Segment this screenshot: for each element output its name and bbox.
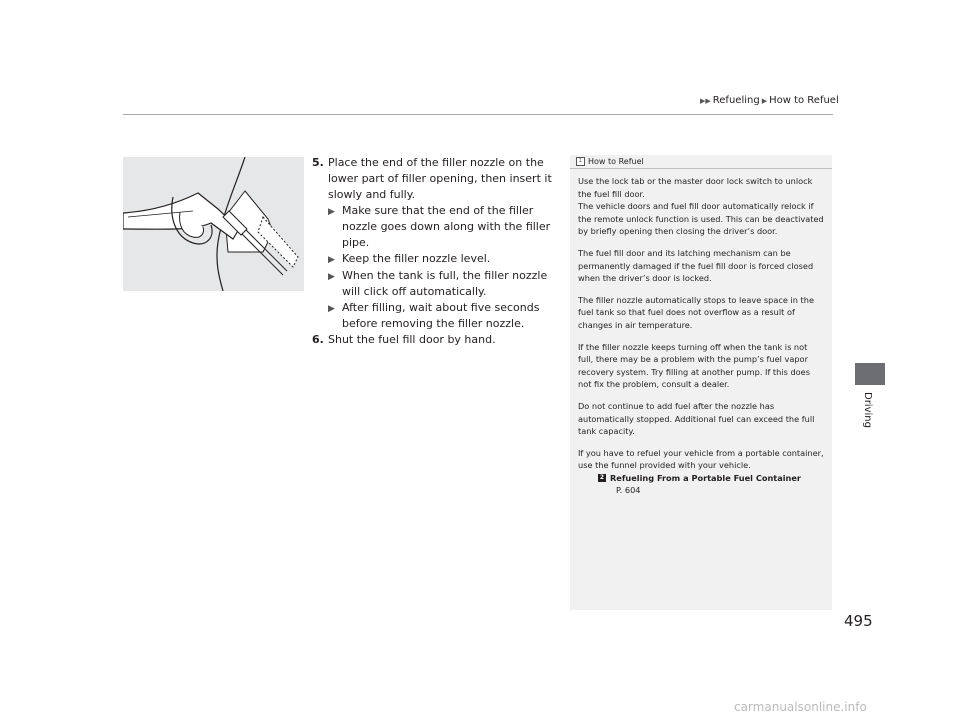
- substep-text: Make sure that the end of the filler nozzle goes down along with the filler pipe.: [342, 204, 551, 249]
- substep: [328, 251, 560, 268]
- page-number: 495: [844, 612, 873, 630]
- substep: [328, 300, 560, 332]
- arrow-icon: ▶: [328, 304, 335, 314]
- fuel-nozzle-drawing: [123, 157, 304, 291]
- sidebar-paragraph: If you have to refuel your vehicle from a portable container, use the funnel provided with your vehicle.: [578, 447, 824, 471]
- arrow-icon: ▶: [328, 272, 335, 282]
- arrow-icon: ▶: [761, 96, 768, 105]
- breadcrumb-item[interactable]: How to Refuel: [769, 95, 839, 106]
- step-6: [312, 332, 560, 348]
- sidebar-paragraph: The filler nozzle automatically stops to leave space in the fuel tank so that fuel does not overflow as a result of changes in air temperature.: [578, 294, 814, 330]
- step-5: [312, 155, 560, 203]
- sidebar-paragraph: The fuel fill door and its latching mechanism can be permanently damaged if the fuel fill door is forced closed when the driver’s door is locked.: [578, 247, 814, 284]
- notes-sidebar: [570, 155, 832, 610]
- section-tab: [855, 363, 885, 385]
- substep: [328, 268, 560, 300]
- header-divider: [123, 114, 833, 115]
- watermark: carmanualsonline.info: [734, 700, 867, 714]
- reference-icon: 2: [599, 474, 605, 482]
- sidebar-paragraph: Do not continue to add fuel after the nozzle has automatically stopped. Additional fuel can exceed the full tank capacity.: [578, 400, 815, 437]
- arrow-icon: ▶: [328, 255, 335, 265]
- substep-text: When the tank is full, the filler nozzle will click off automatically.: [342, 269, 548, 298]
- fuel-nozzle-illustration: [123, 157, 304, 291]
- reference-page[interactable]: P. 604: [616, 485, 641, 496]
- double-arrow-icon: ▶▶: [700, 96, 711, 105]
- sidebar-paragraph: If the filler nozzle keeps turning off when the tank is not full, there may be a problem with the pump’s fuel vapor recovery system. Try filling at another pump. If this does not fix the problem, consult a dealer.: [578, 341, 810, 390]
- refuel-steps: [312, 155, 560, 348]
- step-number: 6.: [312, 333, 324, 346]
- step-text: Place the end of the filler nozzle on the lower part of filler opening, then insert it slowly and fully.: [328, 156, 552, 201]
- breadcrumb: [700, 95, 839, 106]
- step-text: Shut the fuel fill door by hand.: [328, 333, 496, 346]
- substep: [328, 203, 560, 251]
- cross-reference-link[interactable]: [598, 472, 824, 485]
- sidebar-paragraph: Use the lock tab or the master door lock switch to unlock the fuel fill door. The vehicle doors and fuel fill door automatically relock if the remote unlock function is used. This can be deactivated by briefly opening then closing the driver’s door.: [578, 176, 824, 237]
- reference-label: Refueling From a Portable Fuel Container: [610, 472, 801, 483]
- breadcrumb-item[interactable]: Refueling: [712, 95, 760, 106]
- note-icon: 1: [576, 157, 585, 166]
- section-label: Driving: [862, 392, 873, 428]
- substep-text: Keep the filler nozzle level.: [342, 252, 491, 265]
- substep-text: After filling, wait about five seconds before removing the filler nozzle.: [342, 301, 540, 330]
- step-number: 5.: [312, 156, 324, 169]
- sidebar-title: How to Refuel: [588, 157, 644, 166]
- sidebar-body: [570, 169, 832, 497]
- arrow-icon: ▶: [328, 207, 335, 217]
- sidebar-header: [570, 155, 832, 169]
